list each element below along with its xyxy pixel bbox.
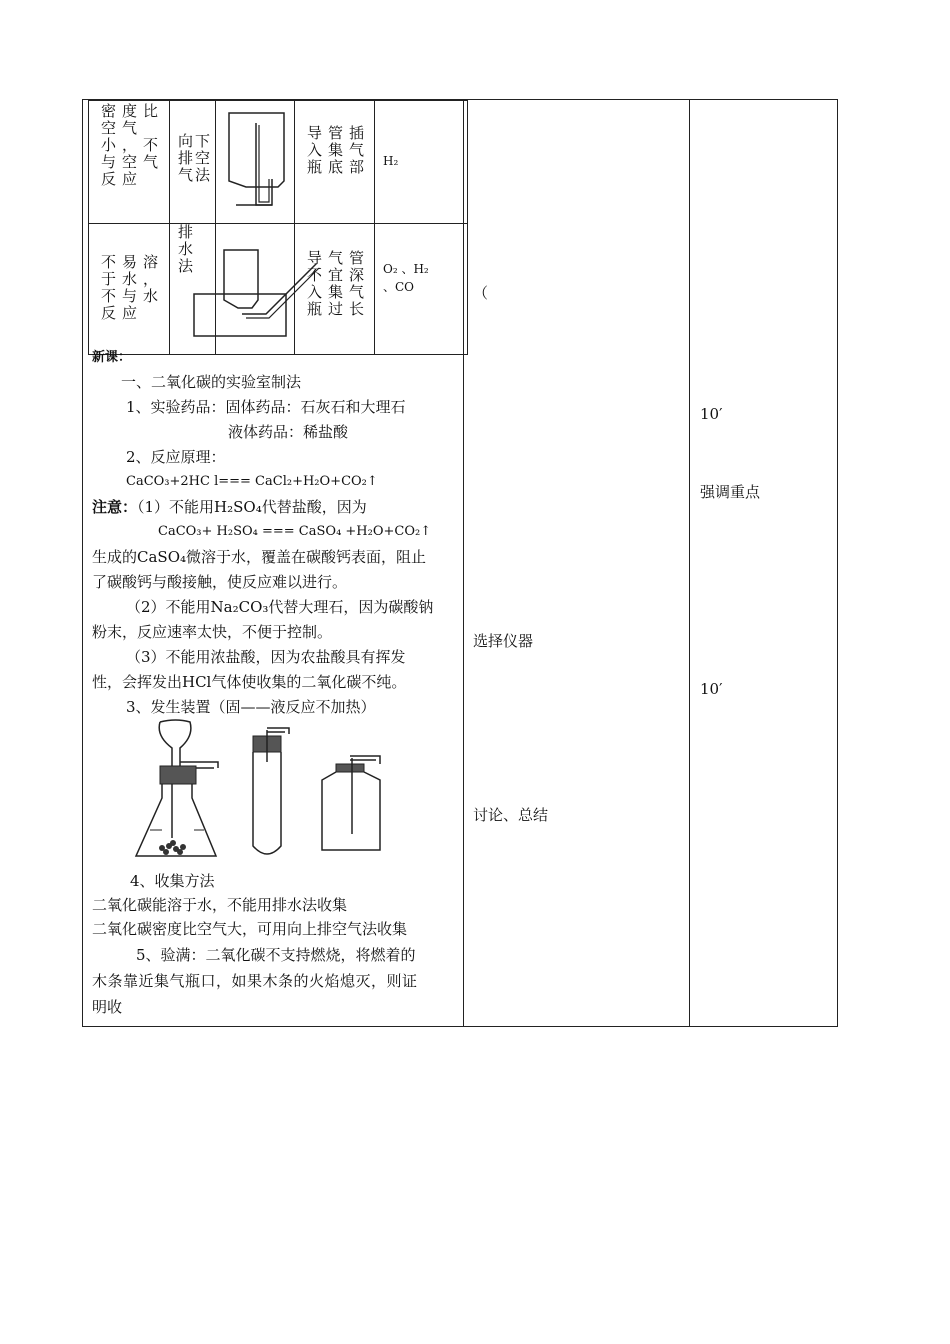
row2-gas: O₂ 、H₂ 、CO bbox=[383, 262, 429, 294]
test-tube-stopper-icon bbox=[245, 726, 293, 862]
note2-line2: 粉末，反应速率太快，不便于控制。 bbox=[92, 623, 333, 641]
row1-property: 密度比空气小，不与空气反应 bbox=[101, 102, 165, 188]
column3-select: 选择仪器 bbox=[473, 632, 534, 650]
column-divider-2 bbox=[689, 99, 690, 1027]
equation-main: CaCO₃+2HC l=== CaCl₂+H₂O+CO₂↑ bbox=[126, 474, 378, 489]
row2-property: 不易溶于水，不与水反应 bbox=[101, 253, 165, 322]
column3-discuss: 讨论、总结 bbox=[473, 806, 549, 824]
note3-line1: （3）不能用浓盐酸，因为农盐酸具有挥发 bbox=[126, 648, 406, 666]
collection-method-table bbox=[88, 100, 468, 355]
new-lesson-label: 新课： bbox=[92, 350, 132, 365]
note-label: 注意： bbox=[92, 498, 138, 516]
item4-collection: 4、收集方法 bbox=[130, 872, 215, 890]
note1-explain-line1: 生成的CaSO₄微溶于水，覆盖在碳酸钙表面，阻止 bbox=[92, 548, 427, 566]
column4-emphasis: 强调重点 bbox=[700, 483, 761, 501]
note1-text: （1）不能用H₂SO₄代替盐酸，因为 bbox=[137, 498, 367, 516]
item5-line1: 5、验满：二氧化碳不支持燃烧，将燃着的 bbox=[136, 946, 416, 964]
section-title: 一、二氧化碳的实验室制法 bbox=[121, 373, 302, 391]
item5-line2: 木条靠近集气瓶口，如果木条的火焰熄灭，则证 bbox=[92, 972, 418, 990]
gas-bottle-tube-icon bbox=[318, 754, 384, 854]
item4-line2: 二氧化碳密度比空气大，可用向上排空气法收集 bbox=[92, 920, 408, 938]
row2-method: 排水法 bbox=[178, 223, 200, 275]
conical-flask-funnel-icon bbox=[132, 718, 222, 863]
row2-note: 导气管不宜深入集气瓶过长 bbox=[307, 249, 371, 318]
item3-apparatus: 3、发生装置（固——液反应不加热） bbox=[126, 698, 376, 716]
item1-drugs: 1、实验药品：固体药品：石灰石和大理石 bbox=[126, 398, 406, 416]
note2-line1: （2）不能用Na₂CO₃代替大理石，因为碳酸钠 bbox=[126, 598, 434, 616]
table-row bbox=[89, 101, 468, 224]
column4-time1: 10′ bbox=[700, 405, 723, 423]
downward-air-apparatus-icon bbox=[216, 101, 294, 219]
item4-line1: 二氧化碳能溶于水，不能用排水法收集 bbox=[92, 896, 348, 914]
column3-paren: （ bbox=[473, 284, 489, 302]
note3-line2: 性，会挥发出HCl气体使收集的二氧化碳不纯。 bbox=[92, 673, 407, 691]
item2-principle: 2、反应原理： bbox=[126, 448, 226, 466]
row1-method: 向下排空气法 bbox=[178, 132, 213, 184]
equation-sulfuric: CaCO₃+ H₂SO₄ === CaSO₄ +H₂O+CO₂↑ bbox=[158, 524, 432, 539]
table-row bbox=[89, 224, 468, 355]
row1-gas: H₂ bbox=[383, 154, 399, 168]
note1-explain-line2: 了碳酸钙与酸接触，使反应难以进行。 bbox=[92, 573, 348, 591]
item1-liquid: 液体药品：稀盐酸 bbox=[228, 423, 349, 441]
item5-line3: 明收 bbox=[92, 998, 123, 1016]
water-displacement-apparatus-icon bbox=[216, 224, 294, 350]
column4-time2: 10′ bbox=[700, 680, 723, 698]
row1-note: 导管插入集气瓶底部 bbox=[307, 124, 371, 176]
